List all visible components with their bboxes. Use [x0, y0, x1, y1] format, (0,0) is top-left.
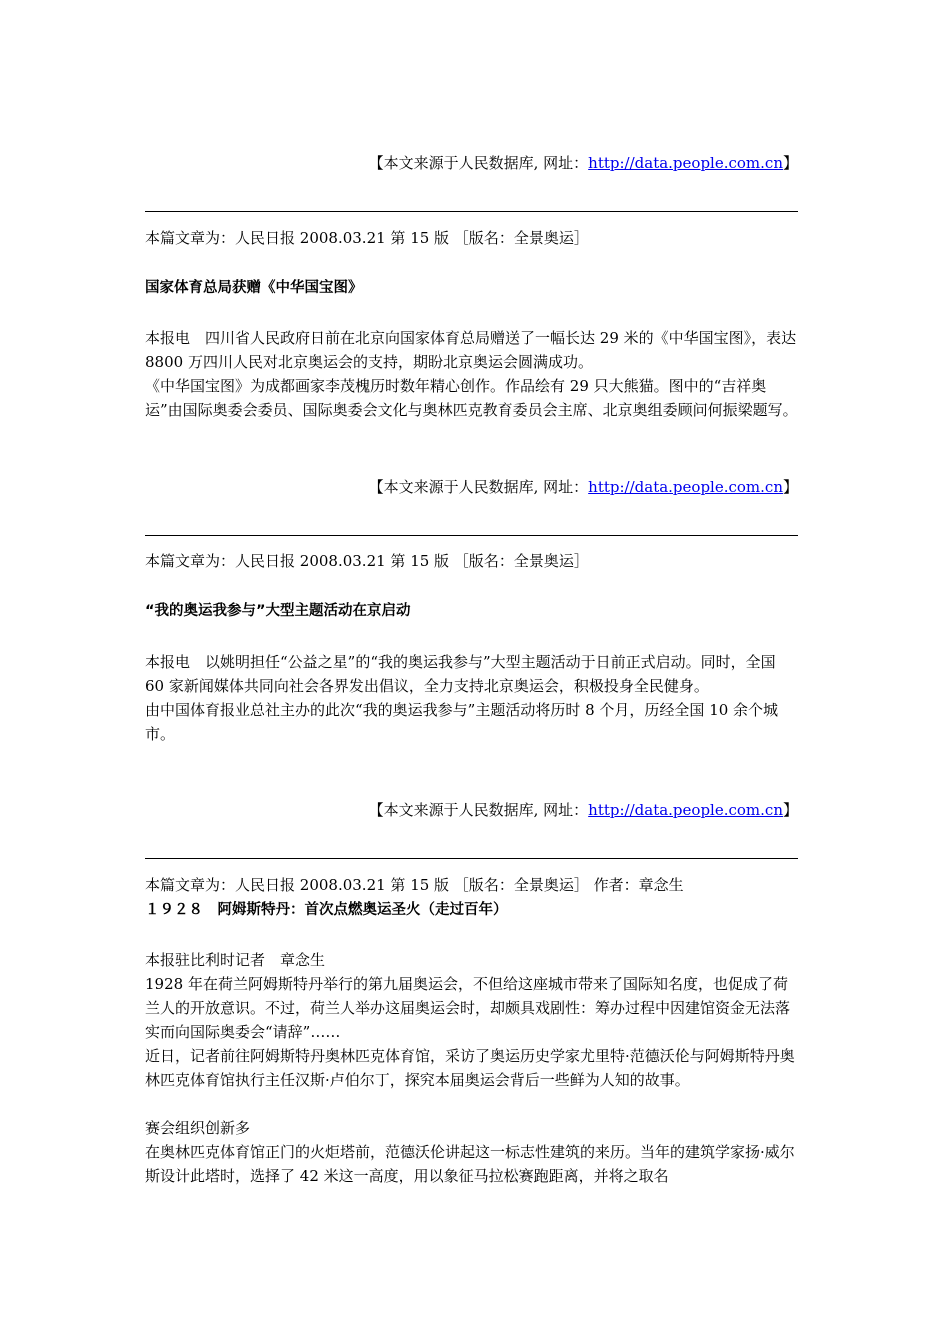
paragraph: 本报电 以姚明担任“公益之星”的“我的奥运我参与”大型主题活动于日前正式启动。同时，全国 60 家新闻媒体共同向社会各界发出倡议，全力支持北京奥运会，积极投身全民健身。	[145, 653, 776, 695]
subheading: 赛会组织创新多	[145, 1119, 251, 1137]
source-prefix: 【本文来源于人民数据库, 网址：	[368, 478, 589, 496]
source-note	[369, 153, 798, 173]
paragraph: 《中华国宝图》为成都画家李茂槐历时数年精心创作。作品绘有 29 只大熊猫。图中的“吉祥奥运”由国际奥委会委员、国际奥委会文化与奥林匹克教育委员会主席、北京奥组委顾问何振梁题写。	[145, 377, 798, 419]
article-body	[145, 948, 799, 1188]
article-meta: 本篇文章为：人民日报 2008.03.21 第 15 版 ［版名：全景奥运］	[145, 229, 589, 247]
source-prefix: 【本文来源于人民数据库, 网址：	[368, 154, 589, 172]
blank-line	[145, 1092, 799, 1116]
source-note	[369, 800, 798, 820]
byline: 本报驻比利时记者 章念生	[145, 951, 326, 969]
paragraph: 在奥林匹克体育馆正门的火炬塔前，范德沃伦讲起这一标志性建筑的来历。当年的建筑学家扬·威尔斯设计此塔时，选择了 42 米这一高度，用以象征马拉松赛跑距离，并将之取名	[145, 1143, 795, 1185]
article-meta: 本篇文章为：人民日报 2008.03.21 第 15 版 ［版名：全景奥运］ 作者：章念生	[145, 876, 684, 894]
article-meta: 本篇文章为：人民日报 2008.03.21 第 15 版 ［版名：全景奥运］	[145, 552, 589, 570]
divider	[145, 858, 798, 859]
source-suffix: 】	[782, 154, 798, 172]
source-link[interactable]: http://data.people.com.cn	[588, 154, 783, 172]
article-title: １９２８ 阿姆斯特丹：首次点燃奥运圣火（走过百年）	[145, 902, 508, 918]
article-body	[145, 326, 799, 422]
source-link[interactable]: http://data.people.com.cn	[588, 478, 783, 496]
article-title: 国家体育总局获赠《中华国宝图》	[145, 280, 363, 296]
source-link[interactable]: http://data.people.com.cn	[588, 801, 783, 819]
divider	[145, 535, 798, 536]
paragraph: 1928 年在荷兰阿姆斯特丹举行的第九届奥运会，不但给这座城市带来了国际知名度，也促成了荷兰人的开放意识。不过，荷兰人举办这届奥运会时，却颇具戏剧性：筹办过程中因建馆资金无法落实而向国际奥委会“请辞”……	[145, 975, 791, 1041]
paragraph: 近日，记者前往阿姆斯特丹奥林匹克体育馆，采访了奥运历史学家尤里特·范德沃伦与阿姆斯特丹奥林匹克体育馆执行主任汉斯·卢伯尔丁，探究本届奥运会背后一些鲜为人知的故事。	[145, 1047, 795, 1089]
source-prefix: 【本文来源于人民数据库, 网址：	[368, 801, 589, 819]
source-note	[369, 477, 798, 497]
paragraph: 由中国体育报业总社主办的此次“我的奥运我参与”主题活动将历时 8 个月，历经全国 10 余个城市。	[145, 701, 779, 743]
article-title: “我的奥运我参与”大型主题活动在京启动	[145, 603, 411, 619]
source-suffix: 】	[782, 801, 798, 819]
source-suffix: 】	[782, 478, 798, 496]
divider	[145, 211, 798, 212]
article-body	[145, 650, 799, 746]
paragraph: 本报电 四川省人民政府日前在北京向国家体育总局赠送了一幅长达 29 米的《中华国宝图》，表达 8800 万四川人民对北京奥运会的支持，期盼北京奥运会圆满成功。	[145, 329, 797, 371]
